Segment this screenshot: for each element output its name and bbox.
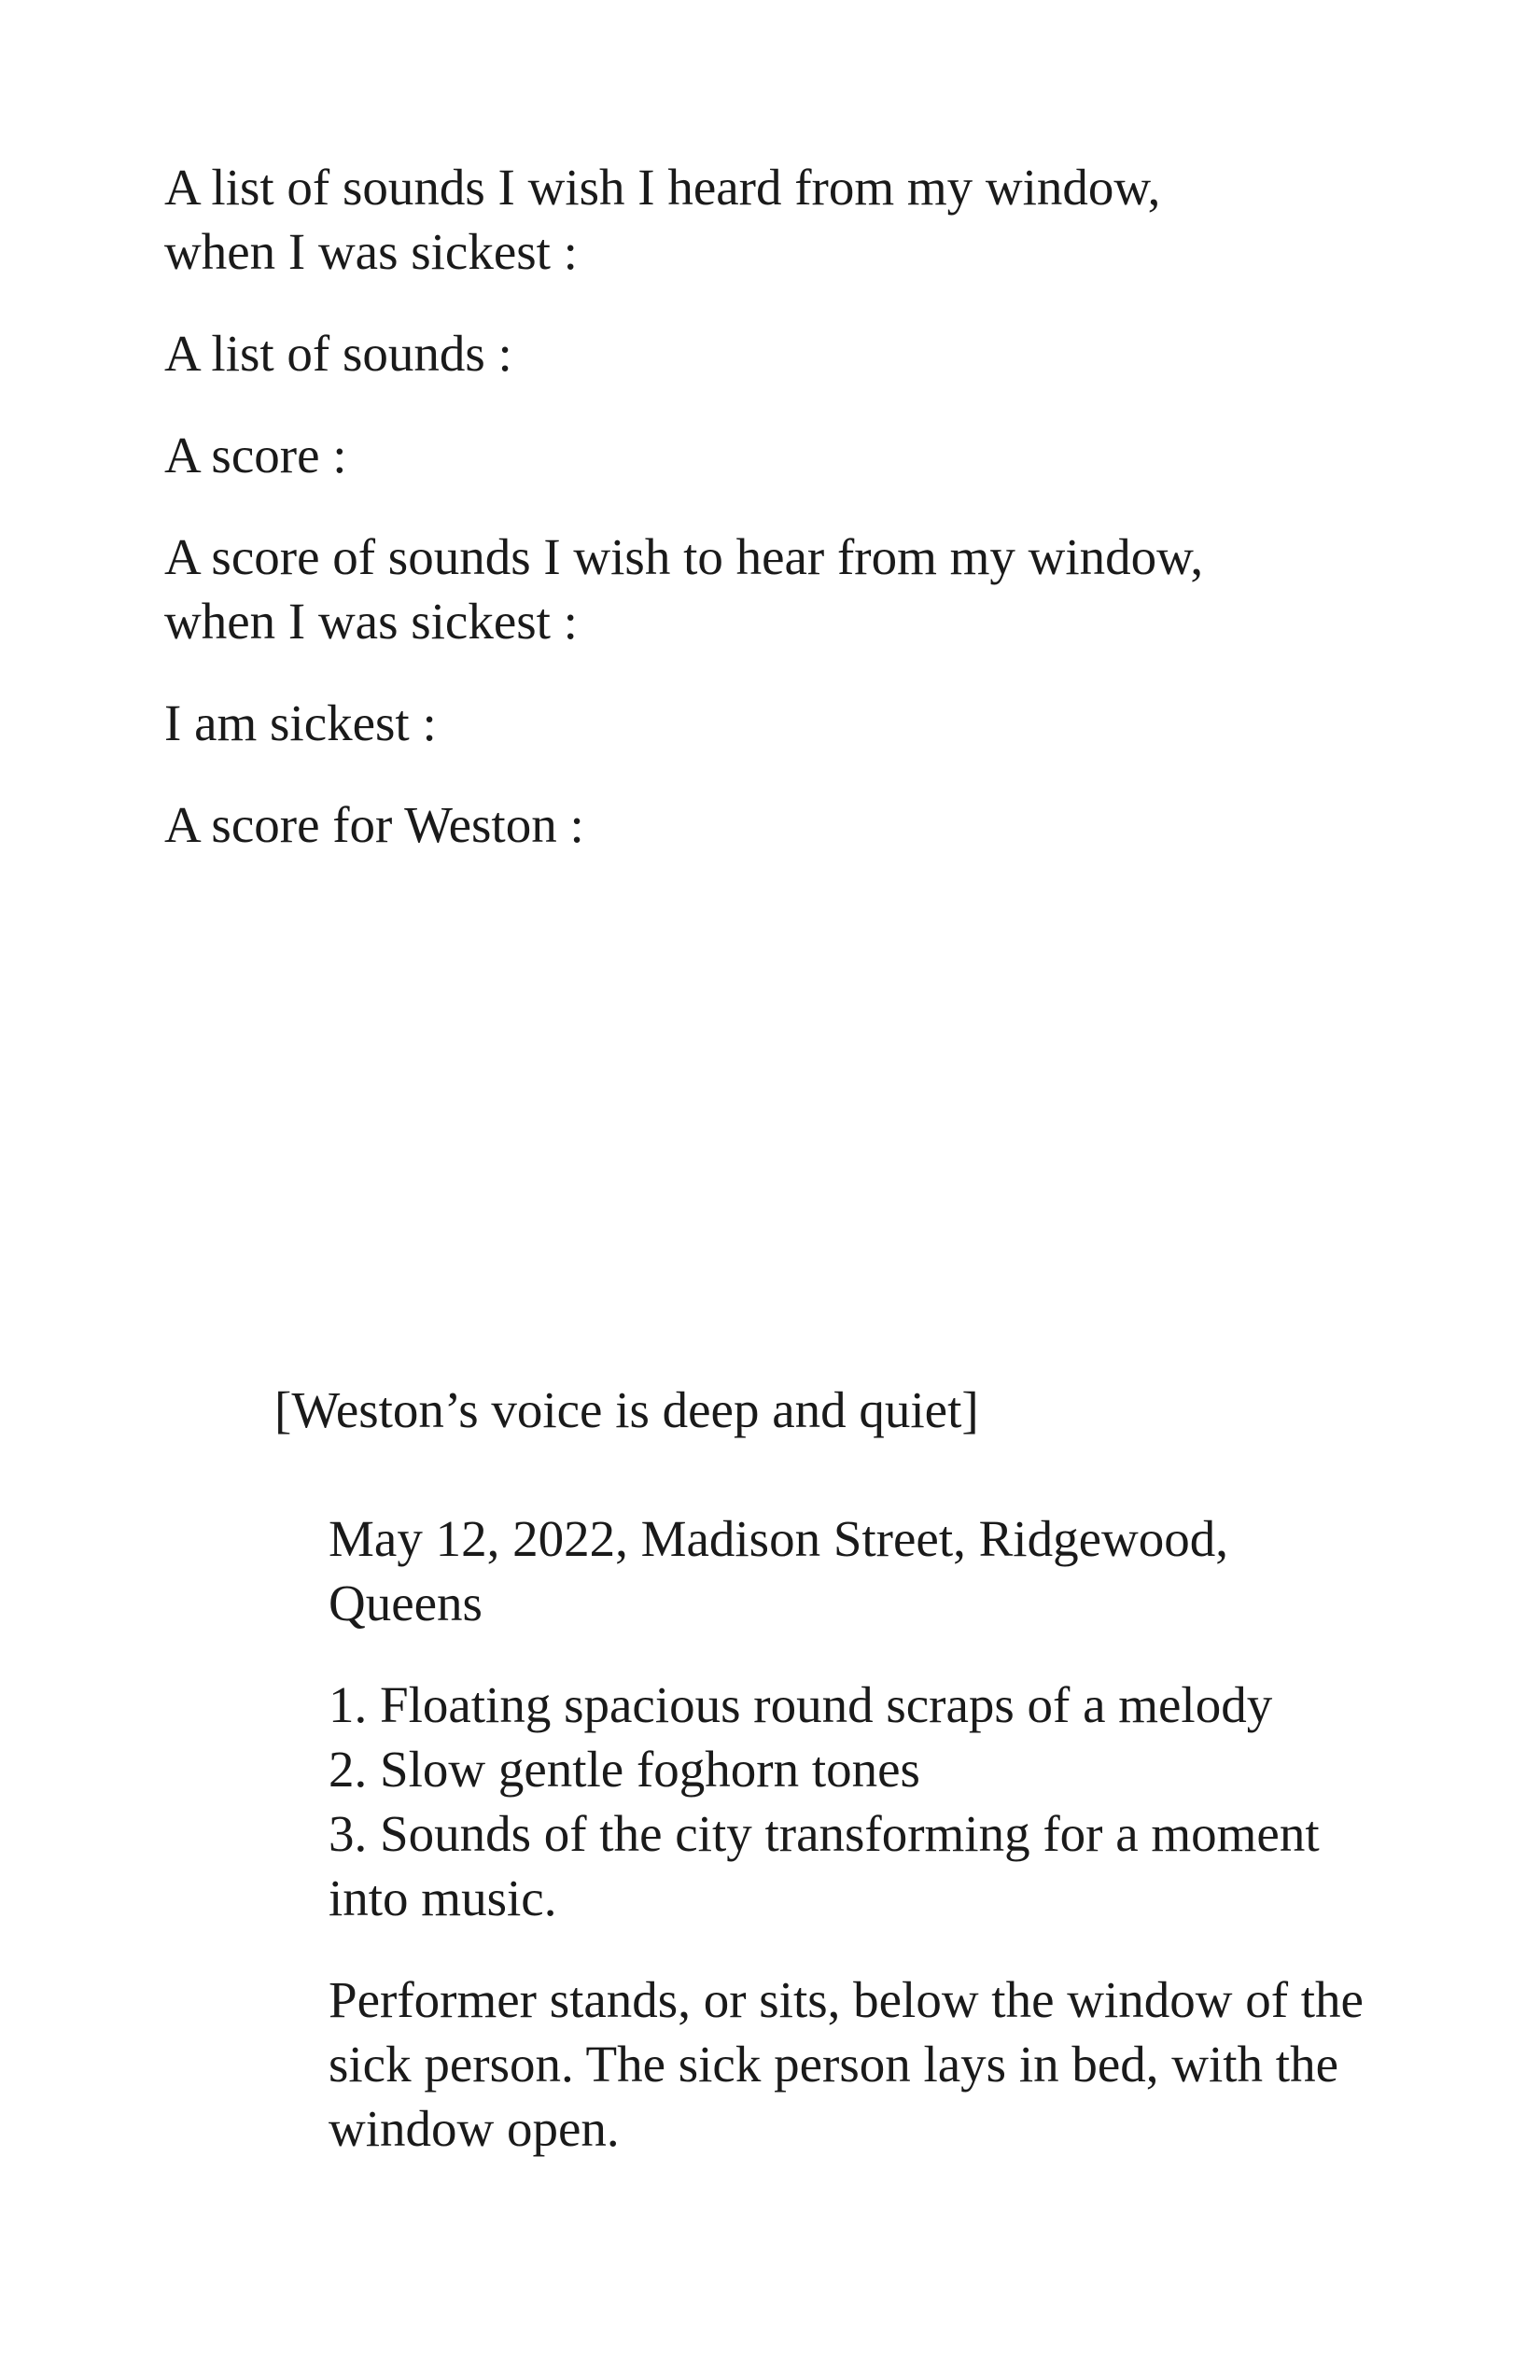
text-line: A list of sounds I wish I heard from my window, when I was sickest : [164, 159, 1161, 280]
list-item: 3. Sounds of the city transforming for a moment into music. [329, 1805, 1320, 1926]
score-block [329, 1506, 1383, 2198]
performance-instructions: Performer stands, or sits, below the window of the sick person. The sick person lays in bed, with the window open. [329, 1971, 1364, 2157]
opening-lines [164, 155, 1247, 894]
text-line: A score for Weston : [164, 796, 584, 853]
date-location: May 12, 2022, Madison Street, Ridgewood, Queens [329, 1510, 1228, 1631]
text-line: A list of sounds : [164, 325, 512, 382]
list-item: 2. Slow gentle foghorn tones [329, 1741, 920, 1798]
text-line: A score : [164, 427, 347, 483]
score-items-list [329, 1673, 1383, 1930]
text-line: A score of sounds I wish to hear from my window, when I was sickest : [164, 528, 1204, 650]
stage-direction: [Weston’s voice is deep and quiet] [274, 1381, 979, 1438]
list-item: 1. Floating spacious round scraps of a melody [329, 1676, 1273, 1733]
text-line: I am sickest : [164, 694, 437, 751]
